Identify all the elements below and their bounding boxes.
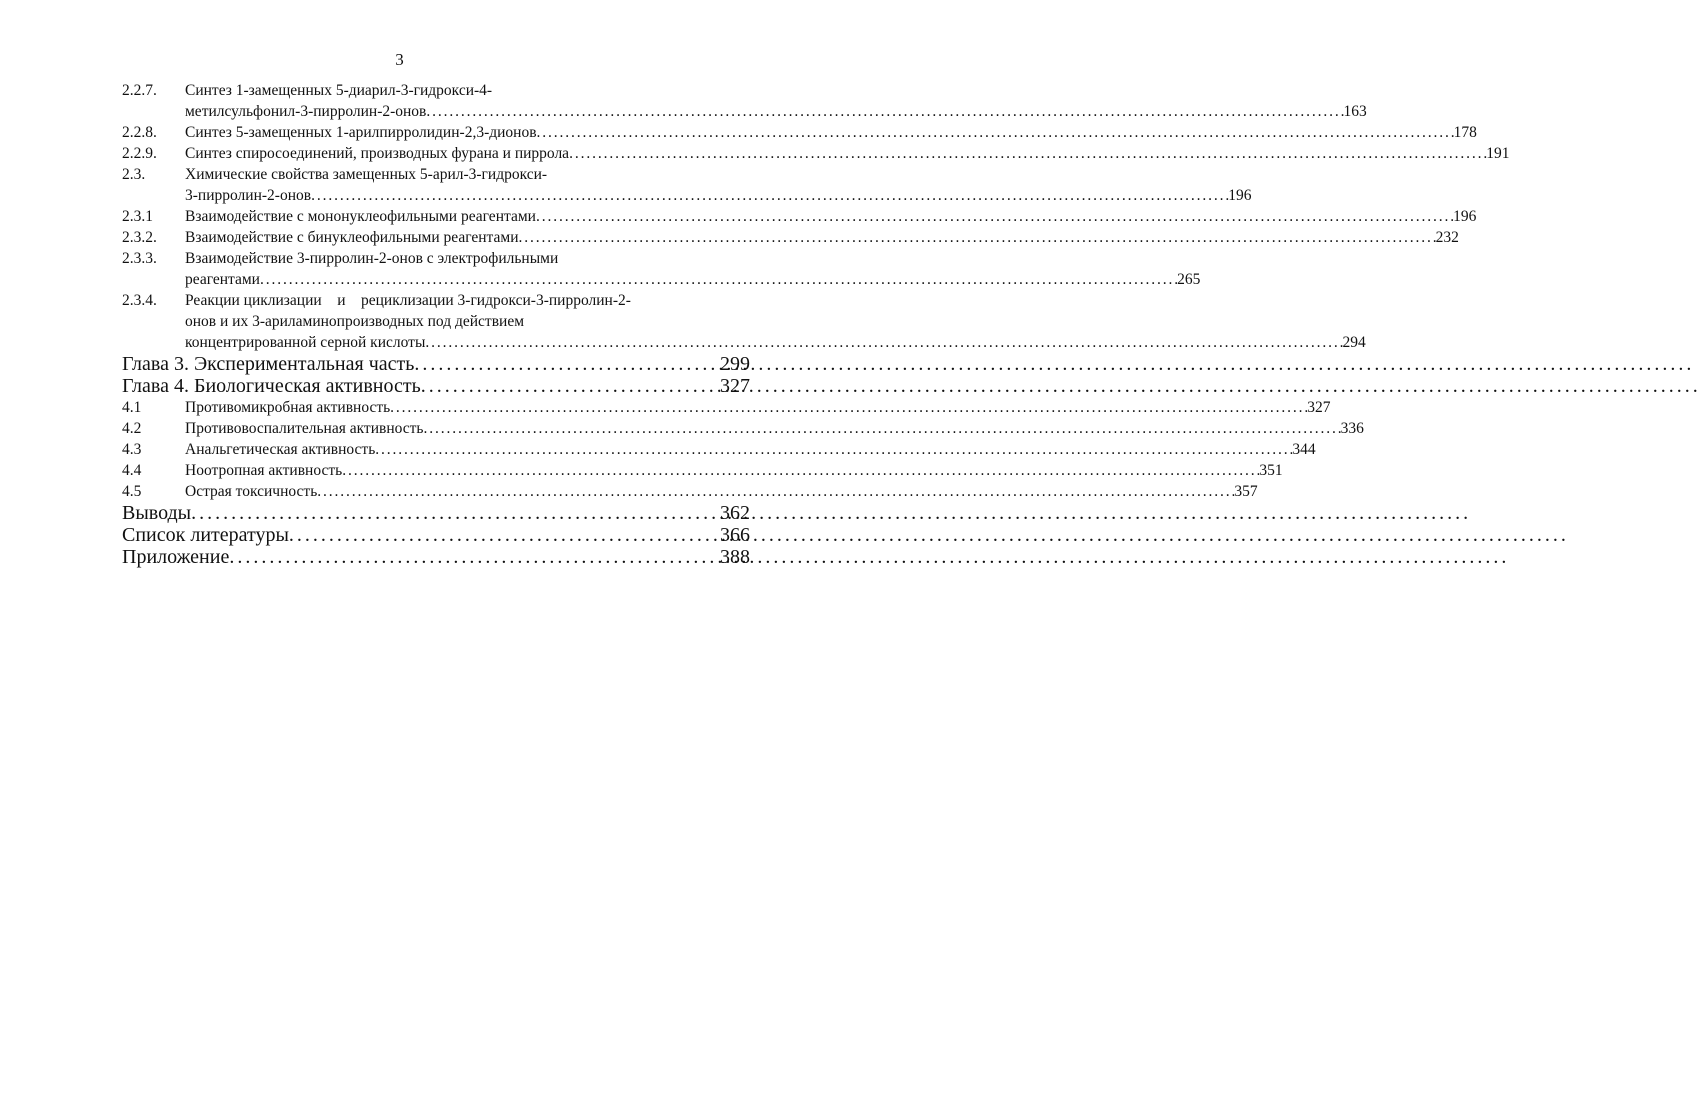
dot-leader — [317, 481, 1234, 502]
dot-leader — [289, 524, 720, 546]
page-ref: 327 — [1307, 399, 1331, 416]
toc-entry[interactable] — [122, 80, 1367, 122]
dot-leader — [414, 353, 720, 375]
entry-title-line: Взаимодействие 3-пирролин-2-онов с электрофильными — [185, 250, 559, 267]
section-number: 2.2.9. — [122, 145, 157, 162]
dot-leader — [421, 375, 720, 397]
section-number: 2.3.4. — [122, 292, 157, 309]
chapter-title: Глава 3. Экспериментальная часть — [122, 353, 415, 375]
section-number: 2.2.8. — [122, 124, 157, 141]
section-number: 4.1 — [122, 399, 142, 416]
page-ref: 196 — [1453, 208, 1477, 225]
section-number: 4.3 — [122, 441, 142, 458]
toc-entry[interactable] — [122, 143, 1510, 164]
section-number: 2.3.1 — [122, 208, 153, 225]
page-ref: 299 — [720, 353, 750, 375]
toc-entry[interactable] — [122, 439, 1316, 460]
chapter-title: Глава 4. Биологическая активность — [122, 375, 421, 397]
dot-leader — [342, 460, 1259, 481]
dot-leader — [311, 185, 1228, 206]
section-number: 2.3.2. — [122, 229, 157, 246]
page-number: 3 — [395, 50, 404, 69]
toc-entry[interactable] — [122, 248, 1201, 290]
dot-leader — [569, 143, 1486, 164]
section-number: 4.5 — [122, 483, 142, 500]
entry-title-line: Ноотропная активность — [185, 462, 343, 479]
entry-title-line: Синтез 5-замещенных 1-арилпирролидин-2,3-дионов — [185, 124, 537, 141]
page-ref: 163 — [1343, 103, 1367, 120]
toc-entry[interactable] — [122, 227, 1459, 248]
dot-leader — [191, 502, 720, 524]
chapter-title: Список литературы — [122, 524, 289, 546]
entry-title-line: онов и их 3-ариламинопроизводных под действием — [185, 313, 525, 330]
toc-entry[interactable] — [122, 460, 1283, 481]
entry-title-line: Синтез 1-замещенных 5-диарил-3-гидрокси-4- — [185, 82, 493, 99]
section-number: 4.4 — [122, 462, 142, 479]
dot-leader — [375, 439, 1292, 460]
page-ref: 336 — [1340, 420, 1364, 437]
page-ref: 196 — [1228, 187, 1252, 204]
chapter-title: Приложение — [122, 546, 230, 568]
entry-title-line: Взаимодействие с мононуклеофильными реагентами — [185, 208, 536, 225]
dot-leader — [536, 206, 1453, 227]
dot-leader — [229, 546, 720, 568]
entry-title-line: Взаимодействие с бинуклеофильными реагентами — [185, 229, 519, 246]
page-ref: 344 — [1292, 441, 1316, 458]
dot-leader — [390, 397, 1307, 418]
chapter-entry[interactable] — [122, 375, 750, 397]
toc-entry[interactable] — [122, 164, 1252, 206]
page-ref: 232 — [1435, 229, 1459, 246]
entry-title-line: метилсульфонил-3-пирролин-2-онов — [185, 103, 427, 120]
entry-title-line: 3-пирролин-2-онов — [185, 187, 312, 204]
section-number: 2.2.7. — [122, 82, 157, 99]
section-number: 2.3. — [122, 166, 146, 183]
chapter-title: Выводы — [122, 502, 192, 524]
page-ref: 265 — [1177, 271, 1201, 288]
table-of-contents — [122, 80, 1510, 568]
page-ref: 178 — [1453, 124, 1477, 141]
page-ref: 191 — [1486, 145, 1510, 162]
toc-entry[interactable] — [122, 481, 1258, 502]
dot-leader — [260, 269, 1177, 290]
section-number: 2.3.3. — [122, 250, 157, 267]
page-ref: 388 — [720, 546, 750, 568]
entry-title-line: концентрированной серной кислоты — [185, 334, 426, 351]
chapter-entry[interactable] — [122, 524, 750, 546]
section-number: 4.2 — [122, 420, 142, 437]
dot-leader — [519, 227, 1436, 248]
entry-title-line: Химические свойства замещенных 5-арил-3-гидрокси- — [185, 166, 548, 183]
entry-title-line: Противомикробная активность — [185, 399, 391, 416]
page-ref: 357 — [1234, 483, 1258, 500]
page-ref: 294 — [1342, 334, 1366, 351]
toc-entry[interactable] — [122, 122, 1477, 143]
entry-title-line: Противовоспалительная активность — [185, 420, 424, 437]
chapter-entry[interactable] — [122, 502, 750, 524]
entry-title-line: Острая токсичность — [185, 483, 318, 500]
toc-entry[interactable] — [122, 418, 1364, 439]
entry-title-line: Синтез спиросоединений, производных фурана и пиррола — [185, 145, 570, 162]
dot-leader — [425, 332, 1342, 353]
entry-title-line: Анальгетическая активность — [185, 441, 376, 458]
page-ref: 366 — [720, 524, 750, 546]
toc-entry[interactable] — [122, 397, 1331, 418]
page-ref: 362 — [720, 502, 750, 524]
chapter-entry[interactable] — [122, 546, 750, 568]
chapter-entry[interactable] — [122, 353, 750, 375]
entry-title-line: реагентами — [185, 271, 260, 288]
dot-leader — [537, 122, 1454, 143]
toc-entry[interactable] — [122, 206, 1477, 227]
page-ref: 351 — [1259, 462, 1283, 479]
dot-leader — [426, 101, 1343, 122]
entry-title-line: Реакции циклизации и рециклизации 3-гидрокси-3-пирролин-2- — [185, 292, 631, 309]
toc-entry[interactable] — [122, 290, 1366, 353]
dot-leader — [423, 418, 1340, 439]
page-ref: 327 — [720, 375, 750, 397]
